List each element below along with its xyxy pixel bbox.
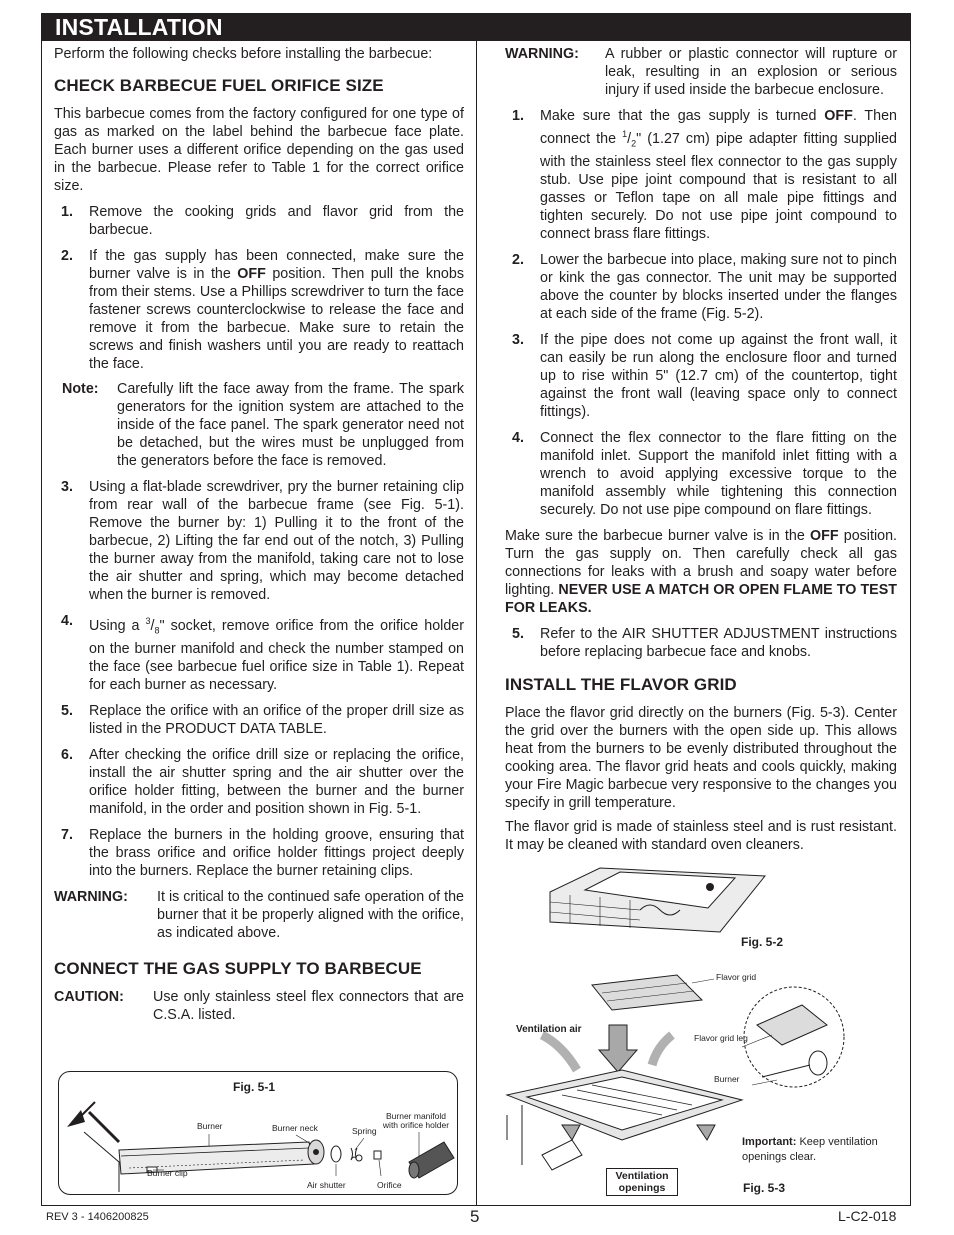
connector-warning [505,45,897,99]
orifice-steps-cont [54,478,464,880]
label-flavor-grid-leg: Flavor grid leg [694,1033,748,1043]
label-ventilation-air: Ventilation air [516,1024,582,1035]
gas-steps-cont [505,625,897,661]
warning-label: WARNING: [54,888,128,905]
document-code: L-C2-018 [838,1208,897,1224]
fig-5-3-caption: Fig. 5-3 [743,1181,786,1195]
column-divider [476,41,477,1206]
label-spring: Spring [352,1126,377,1136]
label-flavor-grid: Flavor grid [716,972,757,982]
left-column [54,45,464,1024]
label-burner-neck: Burner neck [272,1123,318,1133]
caution-block [54,988,464,1024]
orifice-paragraph: This barbecue comes from the factory configured for one type of gas as marked on the label behind the barbecue face plate. Each burner uses a different orifice depending on the gas used in the barbecue. Please refer to Table 1 for the correct orifice size. [54,106,464,194]
figure-5-3 [502,965,902,1200]
page-title: INSTALLATION [55,14,223,40]
caution-label: CAUTION: [54,988,124,1005]
orifice-step-6: 6. After checking the orifice drill size or replacing the orifice, install the air shutter spring and the air shutter over the orifice holder fitting, between the burner and the burner manifold, in the order and position shown in Fig. 5-1. [61,746,464,817]
gas-step-2: 2. Lower the barbecue into place, making sure not to pinch or kink the gas connector. The unit may be supported above the counter by blocks inserted under the flanges at each side of the frame (Fig. 5-2). [512,251,897,322]
label-air-shutter: Air shutter [307,1180,346,1190]
orifice-step-7: 7. Replace the burners in the holding groove, ensuring that the brass orifice and orifice holder fittings project deeply into the burners. Replace the burner retaining clips. [61,826,464,879]
right-column [505,45,897,854]
label-orifice: Orifice [377,1180,402,1190]
flavor-grid-para-1: Place the flavor grid directly on the burners (Fig. 5-3). Center the grid over the burners with the open side up. This allows heat from the burners to be evenly distributed throughout the cooking area. The flavor grid heats and cools quickly, making your Fire Magic barbecue very responsive to the changes you specify in grill temperature. [505,704,897,811]
note-text: Carefully lift the face away from the frame. The spark generators for the ignition system are attached to the inside of the face panel. The spark generator need not be detached, but the wires must be unplugged from the generators before the face is removed. [117,381,464,469]
orifice-step-5: 5. Replace the orifice with an orifice of the proper drill size as listed in the PRODUCT DATA TABLE. [61,702,464,737]
heading-connect-gas: CONNECT THE GAS SUPPLY TO BARBECUE [54,958,422,978]
heading-check-orifice: CHECK BARBECUE FUEL ORIFICE SIZE [54,76,384,95]
burner-assembly-illustration [59,1072,459,1196]
orifice-step-3: 3. Using a flat-blade screwdriver, pry the burner retaining clip from rear wall of the barbecue frame (see Fig. 5-1). Remove the burner by: 1) Pulling it to the front of the barbecue, 2) Lifting the far end out of the notch, 3) Pulling the burner away from the manifold, taking care not to lose the air shutter and spring, which may become detached when the burner is removed. [61,479,464,603]
orifice-steps [54,203,464,373]
heading-install-flavor-grid: INSTALL THE FLAVOR GRID [505,674,737,694]
fig-5-2-caption: Fig. 5-2 [741,935,784,949]
warning-text: It is critical to the continued safe operation of the burner that it be properly aligned with the orifice, as indicated above. [157,888,464,941]
important-note: Important: Keep ventilation openings clear. [742,1136,878,1163]
gas-step-3: 3. If the pipe does not come up against the front wall, it can easily be run along the enclosure floor and turned up to rise within 5" (12.7 cm) of the countertop, tight against the front wall (leaving space only to connect fittings). [512,331,897,420]
leak-check-paragraph: Make sure the barbecue burner valve is in the OFF position. Turn the gas supply on. Then carefully check all gas connections for leaks with a brush and soapy water before lighting. NEVER USE A MATCH OR OPEN FLAME TO TEST FOR LEAKS. [505,527,897,616]
figure-5-2 [540,862,775,940]
label-ventilation-openings: Ventilation openings [606,1168,678,1196]
orifice-step-4: 4. Using a $^3/_8$" socket, remove orifice from the orifice holder on the burner manifold and check the number stamped on the face (see barbecue fuel orifice size in Table 1). Repeat for each burner as necessary. [61,613,464,693]
figure-5-1 [58,1071,458,1195]
gas-steps [505,107,897,519]
label-burner: Burner [197,1121,223,1131]
barbecue-enclosure-illustration [540,862,775,940]
intro-text: Perform the following checks before installing the barbecue: [54,46,433,62]
page-number: 5 [470,1207,480,1226]
fig-5-1-caption: Fig. 5-1 [233,1080,276,1094]
note-block [54,380,464,470]
gas-step-4: 4. Connect the flex connector to the flare fitting on the manifold inlet. Support the manifold inlet fitting with a wrench to avoid applying excessive torque to the manifold assembly while tightening this connection securely. Do not use pipe compound on flare fittings. [512,429,897,518]
right-warning-text: A rubber or plastic connector will rupture or leak, resulting in an explosion or serious injury if used inside the barbecue enclosure. [605,46,897,98]
right-warning-label: WARNING: [505,46,579,62]
alignment-warning [54,888,464,942]
label-burner-detail: Burner [714,1074,740,1084]
orifice-step-1: 1. Remove the cooking grids and flavor grid from the barbecue. [61,204,464,238]
revision-code: REV 3 - 1406200825 [46,1211,149,1223]
gas-step-1: 1. Make sure that the gas supply is turned OFF. Then connect the $^1/_2$" (1.27 cm) pipe adapter fitting supplied with the stainless steel flex connector to the gas supply stub. Use pipe joint compound that is resistant to all gasses or Teflon tape on all male pipe fittings and tighten securely. Do not use pipe joint compound to connect brass flare fittings. [512,108,897,242]
flavor-grid-para-2: The flavor grid is made of stainless steel and is rust resistant. It may be cleaned with standard oven cleaners. [505,818,897,853]
orifice-step-2: 2. If the gas supply has been connected, make sure the burner valve is in the OFF position. Then pull the knobs from their stems. Use a Phillips screwdriver to turn the face fastener screws counterclockwise to release the face and remove it from the barbecue. Make sure to retain the screws and finish washers until you are ready to reattach the face. [61,248,464,372]
label-burner-clip: Burner clip [147,1168,188,1178]
title-bar [41,13,911,41]
label-burner-manifold: Burner manifold with orifice holder [382,1111,450,1130]
caution-text: Use only stainless steel flex connectors that are C.S.A. listed. [153,988,464,1023]
note-label: Note: [62,381,99,397]
gas-step-5: 5. Refer to the AIR SHUTTER ADJUSTMENT instructions before replacing barbecue face and knobs. [512,625,897,660]
